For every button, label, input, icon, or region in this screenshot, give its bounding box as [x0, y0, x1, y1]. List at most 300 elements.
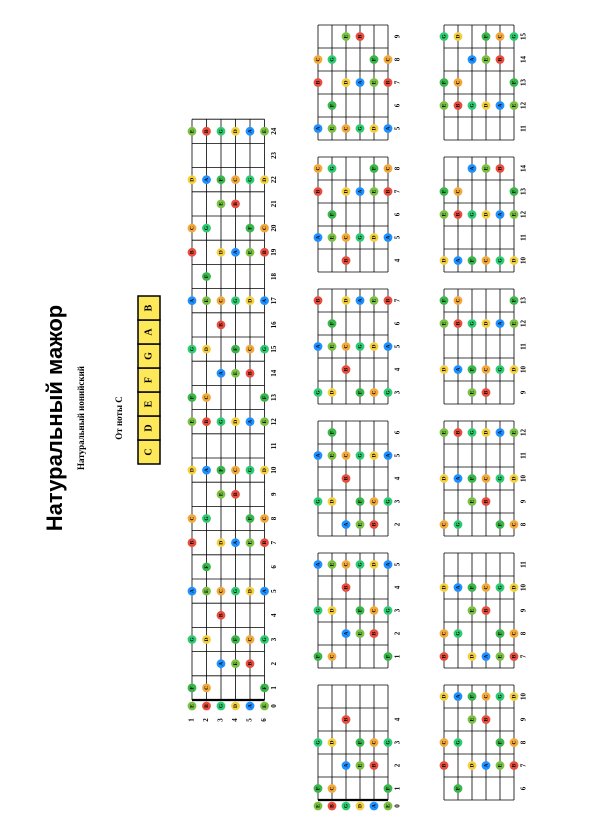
- fret-number: 4: [393, 367, 402, 372]
- note-label: F: [469, 367, 476, 372]
- fret-number: 9: [519, 390, 528, 395]
- note-label: D: [483, 321, 490, 326]
- note-label: B: [343, 476, 350, 481]
- note-label: C: [232, 468, 239, 473]
- note-label: D: [218, 250, 225, 255]
- note-label: G: [497, 694, 504, 699]
- note-label: D: [483, 212, 490, 217]
- note-label: G: [218, 703, 225, 709]
- note-label: D: [371, 562, 378, 567]
- note-label: D: [343, 189, 350, 194]
- fret-number: 12: [519, 320, 528, 327]
- note-label: E: [371, 298, 378, 303]
- note-label: F: [357, 608, 364, 613]
- note-label: E: [511, 321, 518, 326]
- legend-note: B: [143, 304, 155, 312]
- fret-number: 10: [519, 584, 528, 591]
- note-label: D: [469, 763, 476, 768]
- note-label: G: [385, 390, 392, 395]
- note-label: G: [232, 298, 239, 303]
- note-label: F: [469, 258, 476, 263]
- fret-number: 8: [519, 522, 528, 527]
- note-label: D: [455, 34, 462, 39]
- note-label: F: [469, 694, 476, 699]
- note-label: A: [455, 694, 462, 699]
- note-label: D: [511, 367, 518, 372]
- fret-number: 13: [519, 188, 528, 195]
- note-label: B: [497, 57, 504, 62]
- note-label: A: [315, 235, 322, 240]
- note-label: A: [385, 344, 392, 349]
- note-label: C: [441, 740, 448, 745]
- fret-number: 6: [519, 786, 528, 791]
- note-label: F: [371, 57, 378, 62]
- note-label: E: [261, 704, 268, 708]
- note-label: A: [385, 453, 392, 458]
- position-diagram: [440, 421, 528, 536]
- position-diagram: [440, 289, 528, 404]
- string-number: 4: [231, 718, 240, 722]
- note-label: A: [315, 562, 322, 567]
- fret-number: 2: [393, 522, 402, 527]
- note-label: F: [247, 516, 254, 521]
- fret-number: 21: [270, 200, 279, 208]
- string-number: 6: [260, 718, 269, 722]
- fret-number: 0: [270, 704, 279, 708]
- note-label: G: [357, 126, 364, 131]
- fret-number: 13: [519, 79, 528, 86]
- note-label: G: [385, 740, 392, 745]
- note-label: F: [261, 395, 268, 400]
- fret-number: 5: [393, 126, 402, 131]
- note-label: F: [189, 395, 196, 400]
- note-label: E: [329, 562, 336, 567]
- note-label: G: [455, 740, 462, 745]
- fret-number: 9: [519, 499, 528, 504]
- note-label: A: [455, 585, 462, 590]
- note-label: E: [329, 344, 336, 349]
- fret-number: 18: [270, 273, 279, 280]
- note-label: D: [511, 476, 518, 481]
- fret-number: 10: [519, 475, 528, 482]
- page-subtitle: Натуральный ионийский: [76, 366, 86, 470]
- note-label: E: [371, 80, 378, 85]
- fret-number: 9: [270, 492, 279, 497]
- note-label: C: [455, 80, 462, 85]
- fret-number: 15: [270, 345, 279, 353]
- note-label: B: [247, 371, 254, 376]
- note-label: D: [203, 637, 210, 642]
- note-label: E: [497, 654, 504, 659]
- position-diagrams: [314, 25, 528, 810]
- note-label: C: [441, 522, 448, 527]
- position-diagram: [314, 25, 402, 140]
- note-label: A: [189, 298, 196, 303]
- fret-number: 8: [270, 516, 279, 521]
- fret-number: 5: [393, 562, 402, 567]
- note-label: F: [329, 430, 336, 435]
- note-label: B: [441, 654, 448, 659]
- legend-note: F: [143, 376, 155, 384]
- note-label: E: [329, 126, 336, 131]
- note-label: E: [357, 631, 364, 636]
- note-label: G: [455, 631, 462, 636]
- fret-number: 13: [270, 394, 279, 401]
- note-label: F: [232, 637, 239, 642]
- fret-number: 15: [519, 33, 528, 40]
- note-label: G: [189, 346, 196, 352]
- note-label: F: [385, 786, 392, 791]
- fret-number: 7: [270, 540, 279, 545]
- fret-number: 2: [393, 631, 402, 636]
- note-label: E: [483, 57, 490, 62]
- note-label: B: [232, 492, 239, 497]
- fret-number: 3: [393, 608, 402, 613]
- fret-number: 5: [393, 453, 402, 458]
- note-label: F: [511, 189, 518, 194]
- note-label: F: [497, 740, 504, 745]
- root-note-label: От ноты C: [114, 396, 124, 440]
- note-label: F: [329, 103, 336, 108]
- note-label: E: [232, 371, 239, 376]
- note-label: B: [203, 129, 210, 134]
- note-label: A: [385, 235, 392, 240]
- note-label: E: [218, 492, 225, 497]
- note-label: A: [315, 453, 322, 458]
- fret-number: 8: [393, 166, 402, 171]
- note-label: A: [357, 298, 364, 303]
- scale-notes-legend: [138, 296, 160, 464]
- note-label: C: [315, 57, 322, 62]
- note-label: C: [329, 654, 336, 659]
- note-label: A: [343, 763, 350, 768]
- note-label: C: [218, 298, 225, 303]
- fret-number: 7: [393, 189, 402, 194]
- note-label: D: [232, 704, 239, 708]
- note-label: B: [261, 540, 268, 545]
- note-label: E: [441, 321, 448, 326]
- note-label: A: [315, 126, 322, 131]
- note-label: A: [455, 476, 462, 481]
- note-label: F: [357, 390, 364, 395]
- legend-note: E: [143, 400, 155, 408]
- note-label: B: [247, 661, 254, 666]
- note-label: A: [469, 166, 476, 171]
- note-label: A: [232, 250, 239, 255]
- note-label: E: [483, 166, 490, 171]
- note-label: G: [497, 585, 504, 590]
- note-label: G: [469, 321, 476, 326]
- note-label: D: [343, 298, 350, 303]
- note-label: D: [232, 129, 239, 134]
- note-label: F: [511, 80, 518, 85]
- note-label: B: [371, 763, 378, 768]
- position-diagram: [314, 157, 402, 272]
- note-label: F: [497, 631, 504, 636]
- note-label: E: [329, 235, 336, 240]
- note-label: E: [261, 129, 268, 134]
- note-label: G: [203, 516, 210, 521]
- note-label: F: [385, 654, 392, 659]
- note-label: G: [357, 344, 364, 349]
- note-label: F: [261, 686, 268, 690]
- note-label: D: [371, 453, 378, 458]
- fret-number: 11: [519, 125, 528, 132]
- note-label: F: [441, 189, 448, 194]
- note-label: G: [497, 367, 504, 372]
- note-label: C: [343, 562, 350, 567]
- note-label: C: [455, 189, 462, 194]
- note-label: G: [247, 177, 254, 182]
- note-label: G: [385, 608, 392, 613]
- note-label: D: [511, 694, 518, 699]
- page-title: Натуральный мажор: [42, 304, 67, 532]
- note-label: E: [247, 540, 254, 545]
- note-label: C: [497, 34, 504, 39]
- note-label: D: [329, 608, 336, 613]
- note-label: G: [357, 235, 364, 240]
- note-label: E: [371, 189, 378, 194]
- note-label: D: [357, 804, 364, 808]
- fret-number: 5: [393, 235, 402, 240]
- position-diagram: [314, 289, 402, 404]
- note-label: E: [232, 661, 239, 666]
- note-label: B: [371, 631, 378, 636]
- note-label: B: [203, 419, 210, 424]
- fret-number: 3: [393, 499, 402, 504]
- note-label: B: [189, 250, 196, 255]
- note-label: C: [203, 395, 210, 400]
- note-label: E: [511, 430, 518, 435]
- note-label: A: [497, 212, 504, 217]
- note-label: D: [441, 694, 448, 699]
- note-label: D: [261, 177, 268, 182]
- note-label: C: [218, 589, 225, 594]
- fret-number: 10: [519, 366, 528, 373]
- note-label: C: [329, 786, 336, 791]
- note-label: A: [232, 540, 239, 545]
- note-label: G: [315, 608, 322, 613]
- note-label: D: [189, 177, 196, 182]
- note-label: A: [261, 298, 268, 303]
- note-label: D: [247, 298, 254, 303]
- fret-number: 6: [393, 321, 402, 326]
- note-label: C: [343, 235, 350, 240]
- note-label: A: [455, 367, 462, 372]
- note-label: E: [261, 419, 268, 424]
- note-label: B: [261, 250, 268, 255]
- note-label: A: [203, 468, 210, 473]
- note-label: E: [247, 250, 254, 255]
- string-number: 2: [202, 718, 211, 722]
- note-label: F: [218, 468, 225, 472]
- position-diagram: [440, 685, 528, 800]
- fret-number: 3: [270, 637, 279, 642]
- note-label: B: [511, 763, 518, 768]
- fret-number: 16: [270, 321, 279, 329]
- note-label: G: [511, 34, 518, 39]
- note-label: F: [218, 178, 225, 182]
- fret-number: 4: [393, 585, 402, 590]
- legend-note: G: [143, 352, 155, 360]
- note-label: B: [232, 202, 239, 206]
- note-label: B: [385, 80, 392, 85]
- note-label: G: [469, 212, 476, 217]
- note-label: A: [497, 321, 504, 326]
- note-label: A: [189, 589, 196, 594]
- note-label: B: [483, 608, 490, 613]
- note-label: A: [371, 804, 378, 808]
- fret-number: 12: [270, 418, 279, 426]
- note-label: D: [441, 476, 448, 481]
- note-label: B: [455, 212, 462, 217]
- note-label: E: [441, 212, 448, 217]
- position-diagram: [440, 25, 528, 140]
- note-label: G: [218, 419, 225, 424]
- fret-number: 0: [393, 804, 402, 808]
- note-label: C: [371, 608, 378, 613]
- note-label: G: [497, 258, 504, 263]
- note-label: A: [357, 80, 364, 85]
- legend-note: D: [143, 424, 155, 432]
- note-label: G: [455, 522, 462, 527]
- note-label: A: [247, 419, 254, 424]
- fret-number: 6: [393, 430, 402, 435]
- fret-number: 5: [393, 344, 402, 349]
- note-label: F: [357, 499, 364, 504]
- position-diagram: [440, 553, 528, 668]
- note-label: E: [218, 202, 225, 206]
- note-label: D: [371, 344, 378, 349]
- note-label: C: [343, 126, 350, 131]
- note-label: G: [315, 499, 322, 504]
- note-label: C: [483, 585, 490, 590]
- fret-number: 2: [393, 763, 402, 768]
- fret-number: 1: [393, 654, 402, 659]
- position-diagram: [314, 553, 402, 668]
- note-label: F: [203, 565, 210, 569]
- note-label: A: [247, 129, 254, 134]
- note-label: E: [189, 704, 196, 708]
- note-label: C: [483, 694, 490, 699]
- note-label: E: [203, 589, 210, 593]
- note-label: C: [511, 631, 518, 636]
- note-label: C: [441, 631, 448, 636]
- note-label: B: [371, 522, 378, 527]
- note-label: G: [357, 453, 364, 458]
- fret-number: 11: [270, 442, 279, 450]
- note-label: C: [511, 522, 518, 527]
- fret-number: 14: [519, 165, 528, 172]
- fret-number: 6: [270, 565, 279, 569]
- note-label: C: [247, 637, 254, 642]
- note-label: E: [357, 763, 364, 768]
- note-label: D: [511, 585, 518, 590]
- note-label: F: [441, 298, 448, 303]
- note-label: E: [189, 419, 196, 424]
- position-diagram: [440, 157, 528, 272]
- note-label: A: [497, 430, 504, 435]
- note-label: E: [469, 608, 476, 613]
- fret-number: 9: [393, 34, 402, 39]
- note-label: G: [469, 103, 476, 108]
- fret-number: 10: [270, 466, 279, 474]
- note-label: A: [343, 631, 350, 636]
- note-label: C: [371, 499, 378, 504]
- note-label: A: [247, 704, 254, 708]
- note-label: A: [455, 258, 462, 263]
- note-label: A: [357, 189, 364, 194]
- fret-number: 4: [393, 258, 402, 263]
- note-label: F: [247, 226, 254, 230]
- note-label: F: [483, 34, 490, 39]
- note-label: B: [315, 189, 322, 194]
- note-label: A: [469, 57, 476, 62]
- note-label: A: [218, 661, 225, 666]
- note-label: F: [371, 166, 378, 171]
- note-label: B: [455, 103, 462, 108]
- note-label: E: [497, 763, 504, 768]
- note-label: D: [441, 585, 448, 590]
- note-label: C: [343, 453, 350, 458]
- note-label: G: [203, 225, 210, 231]
- note-label: B: [315, 298, 322, 303]
- note-label: B: [218, 613, 225, 618]
- note-label: D: [511, 258, 518, 263]
- note-label: E: [357, 522, 364, 527]
- note-label: D: [371, 235, 378, 240]
- note-label: D: [218, 540, 225, 545]
- note-label: B: [343, 258, 350, 263]
- fret-number: 4: [393, 717, 402, 722]
- fret-number: 4: [270, 613, 279, 618]
- note-label: F: [469, 476, 476, 481]
- note-label: B: [315, 80, 322, 85]
- string-number: 3: [216, 718, 225, 722]
- note-label: A: [315, 344, 322, 349]
- note-label: F: [357, 740, 364, 745]
- note-label: G: [189, 637, 196, 642]
- fret-number: 10: [519, 693, 528, 700]
- note-label: D: [483, 103, 490, 108]
- note-label: C: [385, 166, 392, 171]
- note-label: G: [343, 803, 350, 809]
- note-label: D: [232, 419, 239, 424]
- note-label: C: [343, 344, 350, 349]
- note-label: G: [329, 57, 336, 62]
- note-label: B: [455, 321, 462, 326]
- note-label: G: [261, 637, 268, 642]
- note-label: A: [385, 126, 392, 131]
- fret-number: 8: [519, 631, 528, 636]
- note-label: F: [203, 274, 210, 279]
- fret-number: 14: [519, 56, 528, 63]
- fret-number: 2: [270, 661, 279, 666]
- note-label: G: [261, 346, 268, 352]
- note-label: F: [189, 686, 196, 690]
- note-label: D: [203, 347, 210, 352]
- note-label: B: [455, 430, 462, 435]
- fret-number: 17: [270, 297, 279, 305]
- note-label: B: [483, 499, 490, 504]
- note-label: F: [441, 80, 448, 85]
- note-label: F: [232, 347, 239, 351]
- note-label: C: [371, 390, 378, 395]
- note-label: E: [441, 103, 448, 108]
- fret-number: 5: [270, 589, 279, 593]
- fret-number: 8: [519, 740, 528, 745]
- note-label: C: [483, 476, 490, 481]
